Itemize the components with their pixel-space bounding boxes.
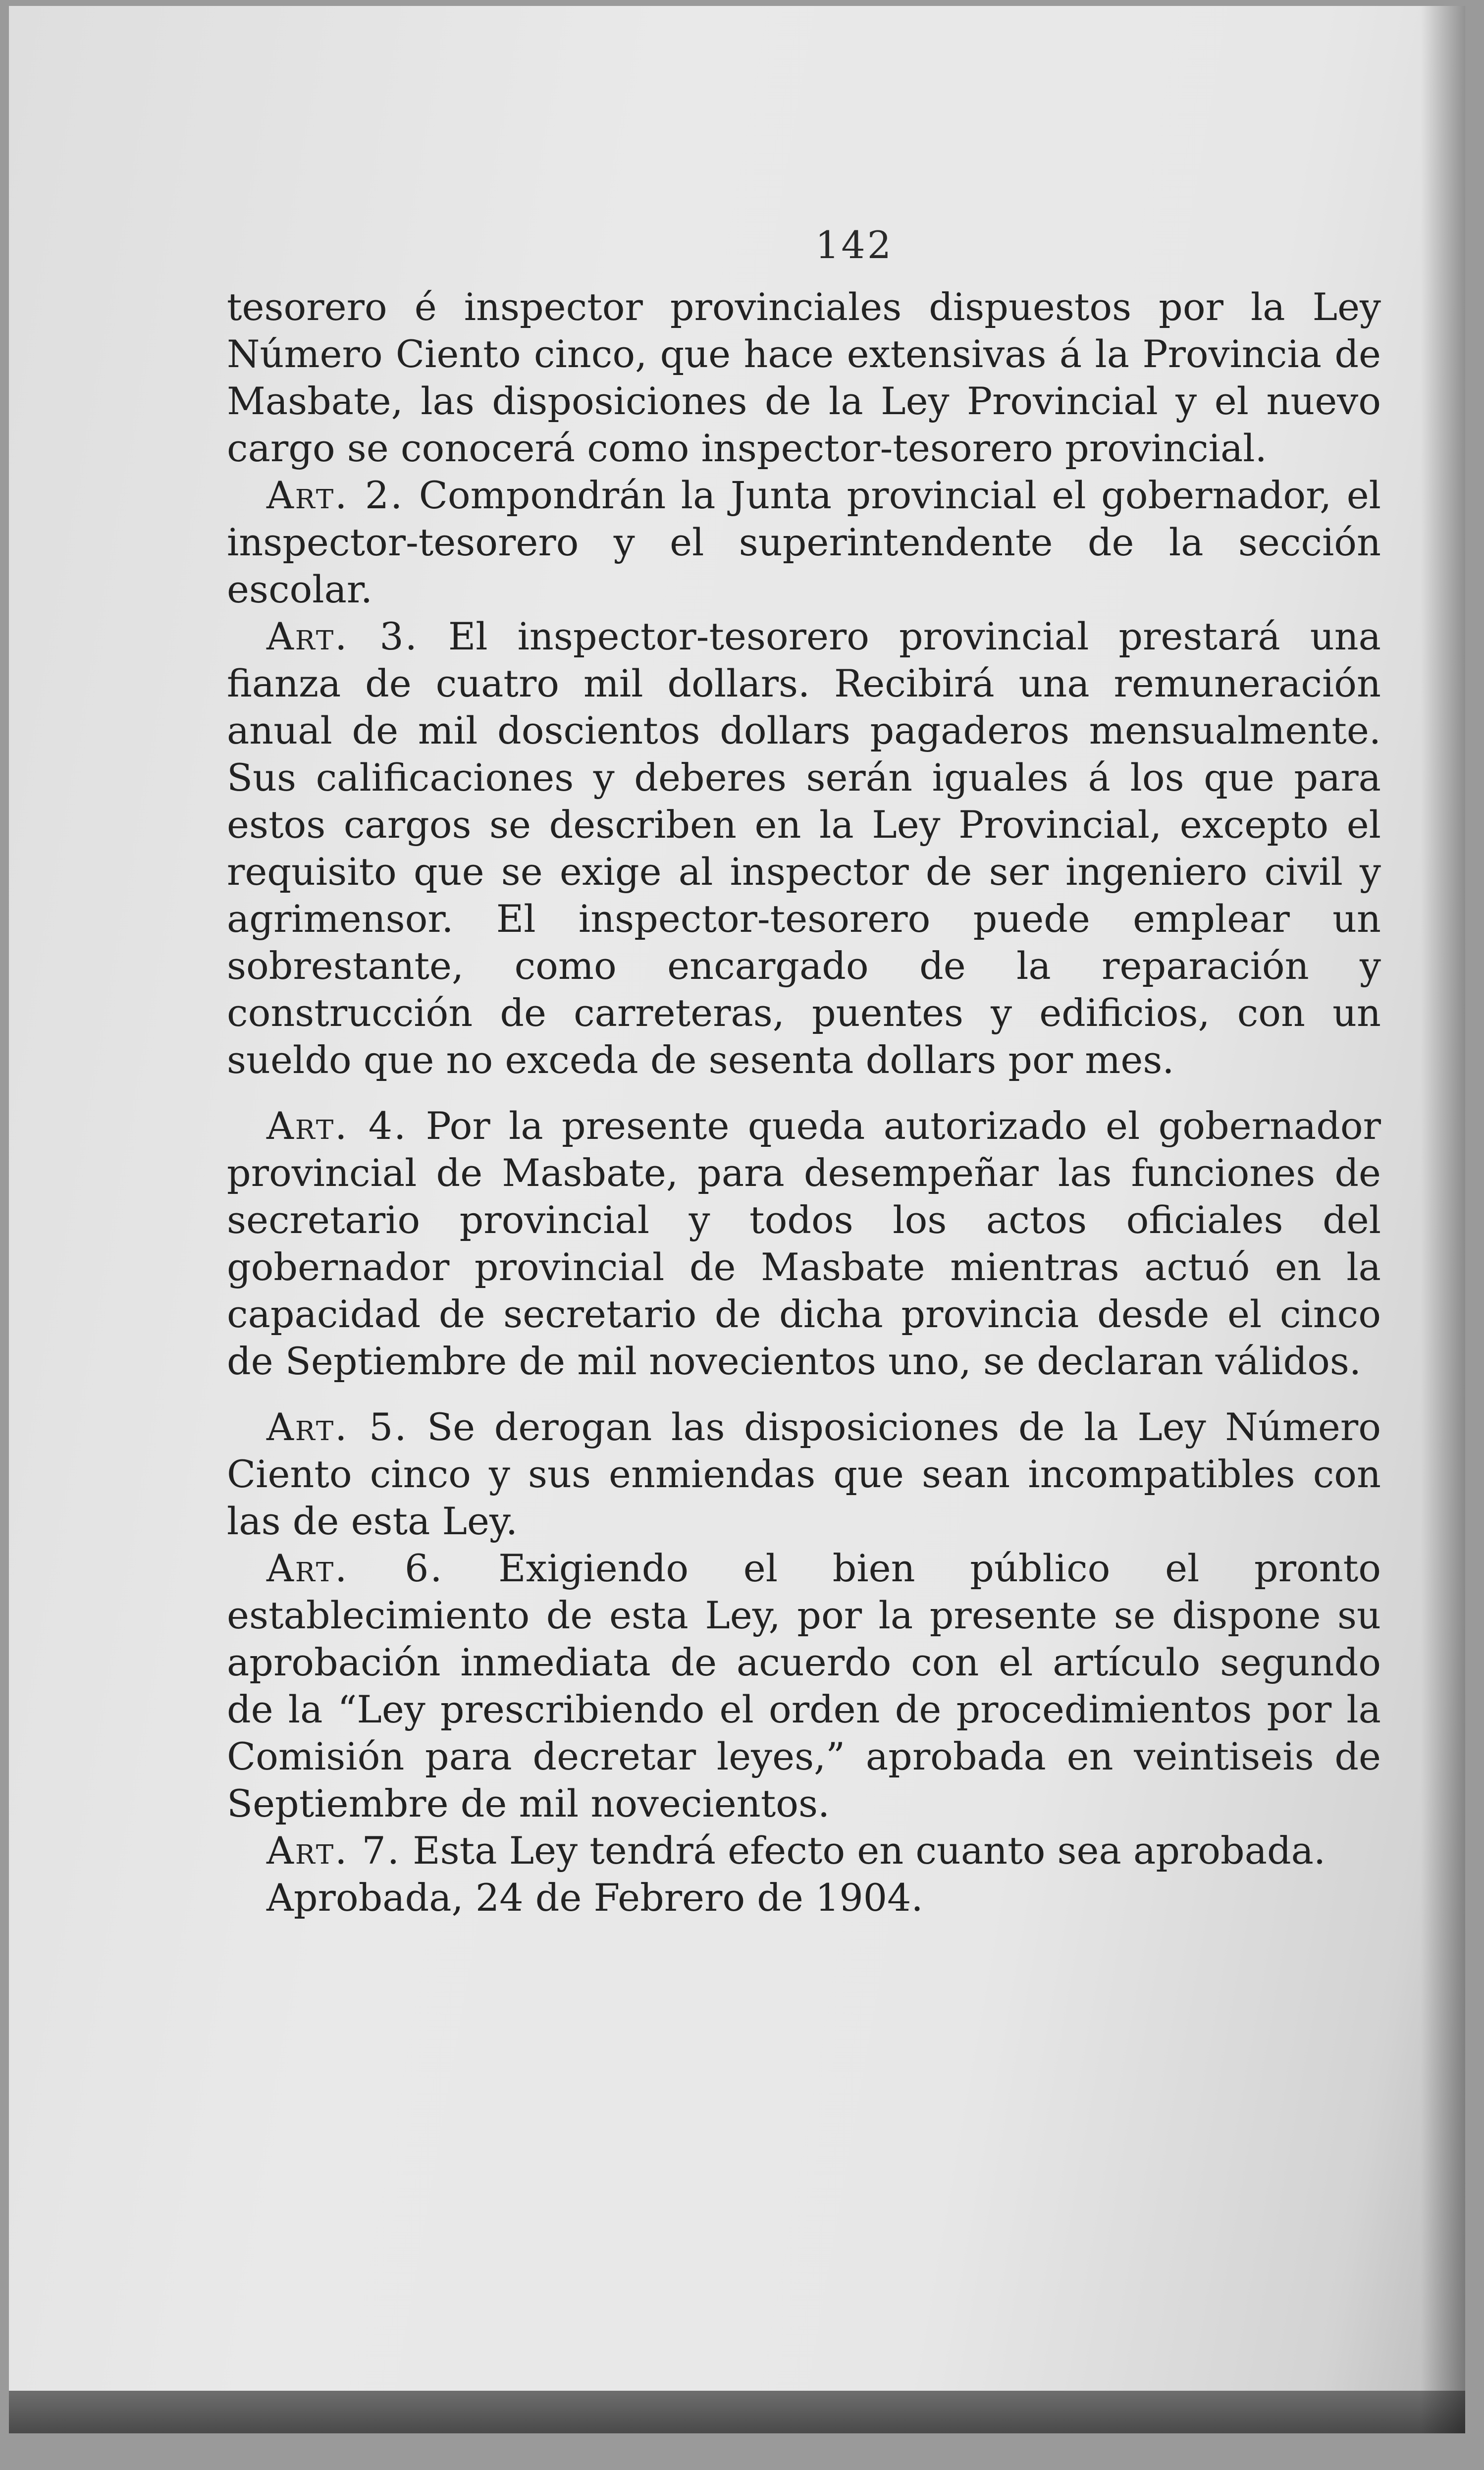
article-label: Art. 4. bbox=[266, 1104, 408, 1148]
article-label: Art. 2. bbox=[266, 473, 404, 517]
article-text: Esta Ley tendrá efecto en cuanto sea aprobada. bbox=[401, 1828, 1326, 1873]
paragraph-text: tesorero é inspector provinciales dispuestos por la Ley Número Ciento cinco, que hace extensivas á la Provincia de Masbate, las disposiciones de la Ley Provincial y el nuevo cargo se conocerá como inspector-tesorero provincial. bbox=[227, 285, 1381, 470]
page-number: 142 bbox=[815, 223, 894, 267]
article-5 bbox=[227, 1403, 1381, 1545]
paragraph-continuation bbox=[227, 283, 1381, 472]
article-text: El inspector-tesorero provincial prestará una fianza de cuatro mil dollars. Recibirá una remuneración anual de mil doscientos dollars pagaderos mensualmente. Sus calificaciones y deberes serán iguales á los que para estos cargos se describen en la Ley Provincial, excepto el requisito que se exige al inspector de ser ingeniero civil y agrimensor. El inspector-tesorero puede emplear un sobrestante, como encargado de la reparación y construcción de carreteras, puentes y edificios, con un sueldo que no exceda de sesenta dollars por mes. bbox=[227, 614, 1381, 1082]
article-2 bbox=[227, 472, 1381, 613]
page-bottom-edge bbox=[9, 2391, 1465, 2433]
article-text: Por la presente queda autorizado el gobernador provincial de Masbate, para desempeñar las funciones de secretario provincial y todos los actos oficiales del gobernador provincial de Masbate mientras actuó en la capacidad de secretario de dicha provincia desde el cinco de Septiembre de mil novecientos uno, se declaran válidos. bbox=[227, 1104, 1381, 1383]
approval-date: Aprobada, 24 de Febrero de 1904. bbox=[266, 1876, 923, 1920]
article-label: Art. 3. bbox=[266, 614, 419, 658]
article-6 bbox=[227, 1545, 1381, 1827]
article-label: Art. 6. bbox=[266, 1546, 444, 1590]
law-text bbox=[227, 283, 1381, 1921]
scanned-page bbox=[9, 6, 1465, 2433]
article-text: Exigiendo el bien público el pronto establecimiento de esta Ley, por la presente se dispone su aprobación inmediata de acuerdo con el artículo segundo de la “Ley prescribiendo el orden de procedimientos por la Comisión para decretar leyes,” aprobada en veintiseis de Septiembre de mil novecientos. bbox=[227, 1546, 1381, 1826]
article-label: Art. 7. bbox=[266, 1828, 401, 1873]
article-7 bbox=[227, 1827, 1381, 1874]
article-4 bbox=[227, 1102, 1381, 1385]
article-text: Compondrán la Junta provincial el gobernador, el inspector-tesorero y el superintendente de la sección escolar. bbox=[227, 473, 1381, 611]
article-text: Se derogan las disposiciones de la Ley Número Ciento cinco y sus enmiendas que sean incompatibles con las de esta Ley. bbox=[227, 1405, 1381, 1543]
article-label: Art. 5. bbox=[266, 1405, 408, 1449]
article-3 bbox=[227, 613, 1381, 1083]
